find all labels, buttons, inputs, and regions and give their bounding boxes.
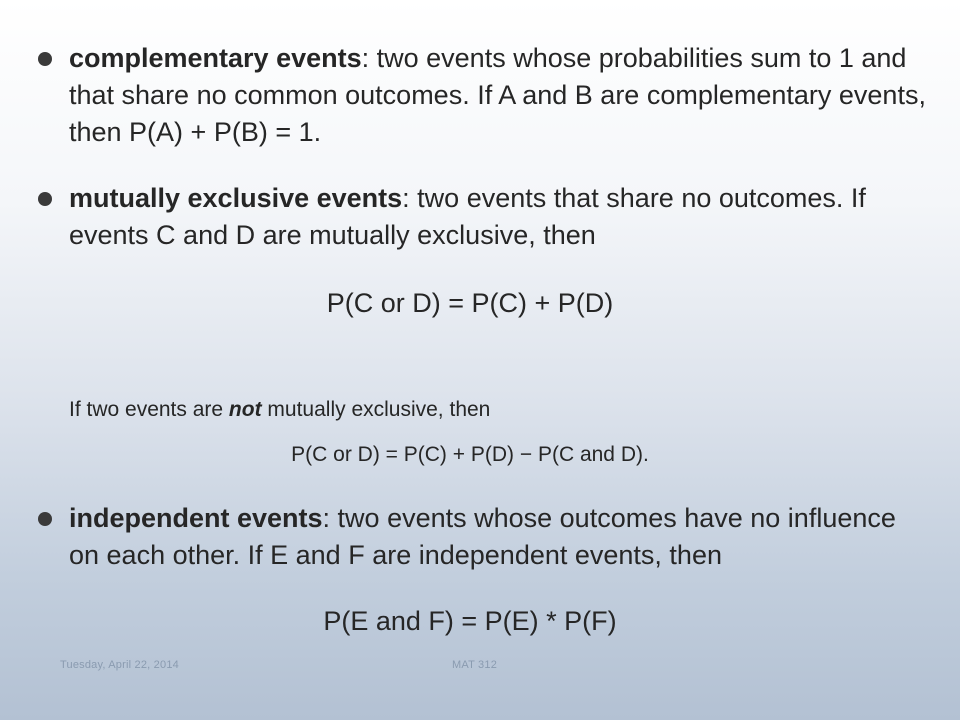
term-mutually-exclusive-events: mutually exclusive events [69, 183, 403, 213]
bullet-mutually-exclusive-events [38, 180, 928, 254]
note-not-mutually-exclusive [69, 396, 490, 424]
bullet-complementary-events [38, 40, 928, 151]
term-complementary-events: complementary events [69, 43, 362, 73]
bullet-icon [38, 512, 52, 526]
note-emphasis: not [228, 398, 262, 421]
footer-course: MAT 312 [452, 659, 498, 671]
bullet-text [69, 40, 928, 151]
definition-mutually-exclusive-events: : two events that share no outcomes. If events C and D are mutually exclusive, then [69, 183, 866, 250]
bullet-icon [38, 192, 52, 206]
bullet-independent-events [38, 500, 928, 574]
definition-complementary-events: : two events whose probabilities sum to 1 and that share no common outcomes. If A and B are complementary events, then P(A) + P(B) = 1. [69, 43, 926, 147]
bullet-text [69, 500, 928, 574]
formula-mutually-exclusive: P(C or D) = P(C) + P(D) [326, 288, 614, 318]
bullet-text [69, 180, 928, 254]
bullet-icon [38, 52, 52, 66]
term-independent-events: independent events [69, 503, 323, 533]
definition-independent-events: : two events whose outcomes have no influence on each other. If E and F are independent events, then [69, 503, 896, 570]
formula-not-mutually-exclusive: P(C or D) = P(C) + P(D) − P(C and D). [291, 443, 649, 466]
footer-date: Tuesday, April 22, 2014 [60, 659, 179, 671]
note-text-after: mutually exclusive, then [261, 398, 491, 421]
formula-independent: P(E and F) = P(E) * P(F) [323, 606, 617, 636]
note-text-before: If two events are [69, 398, 229, 421]
